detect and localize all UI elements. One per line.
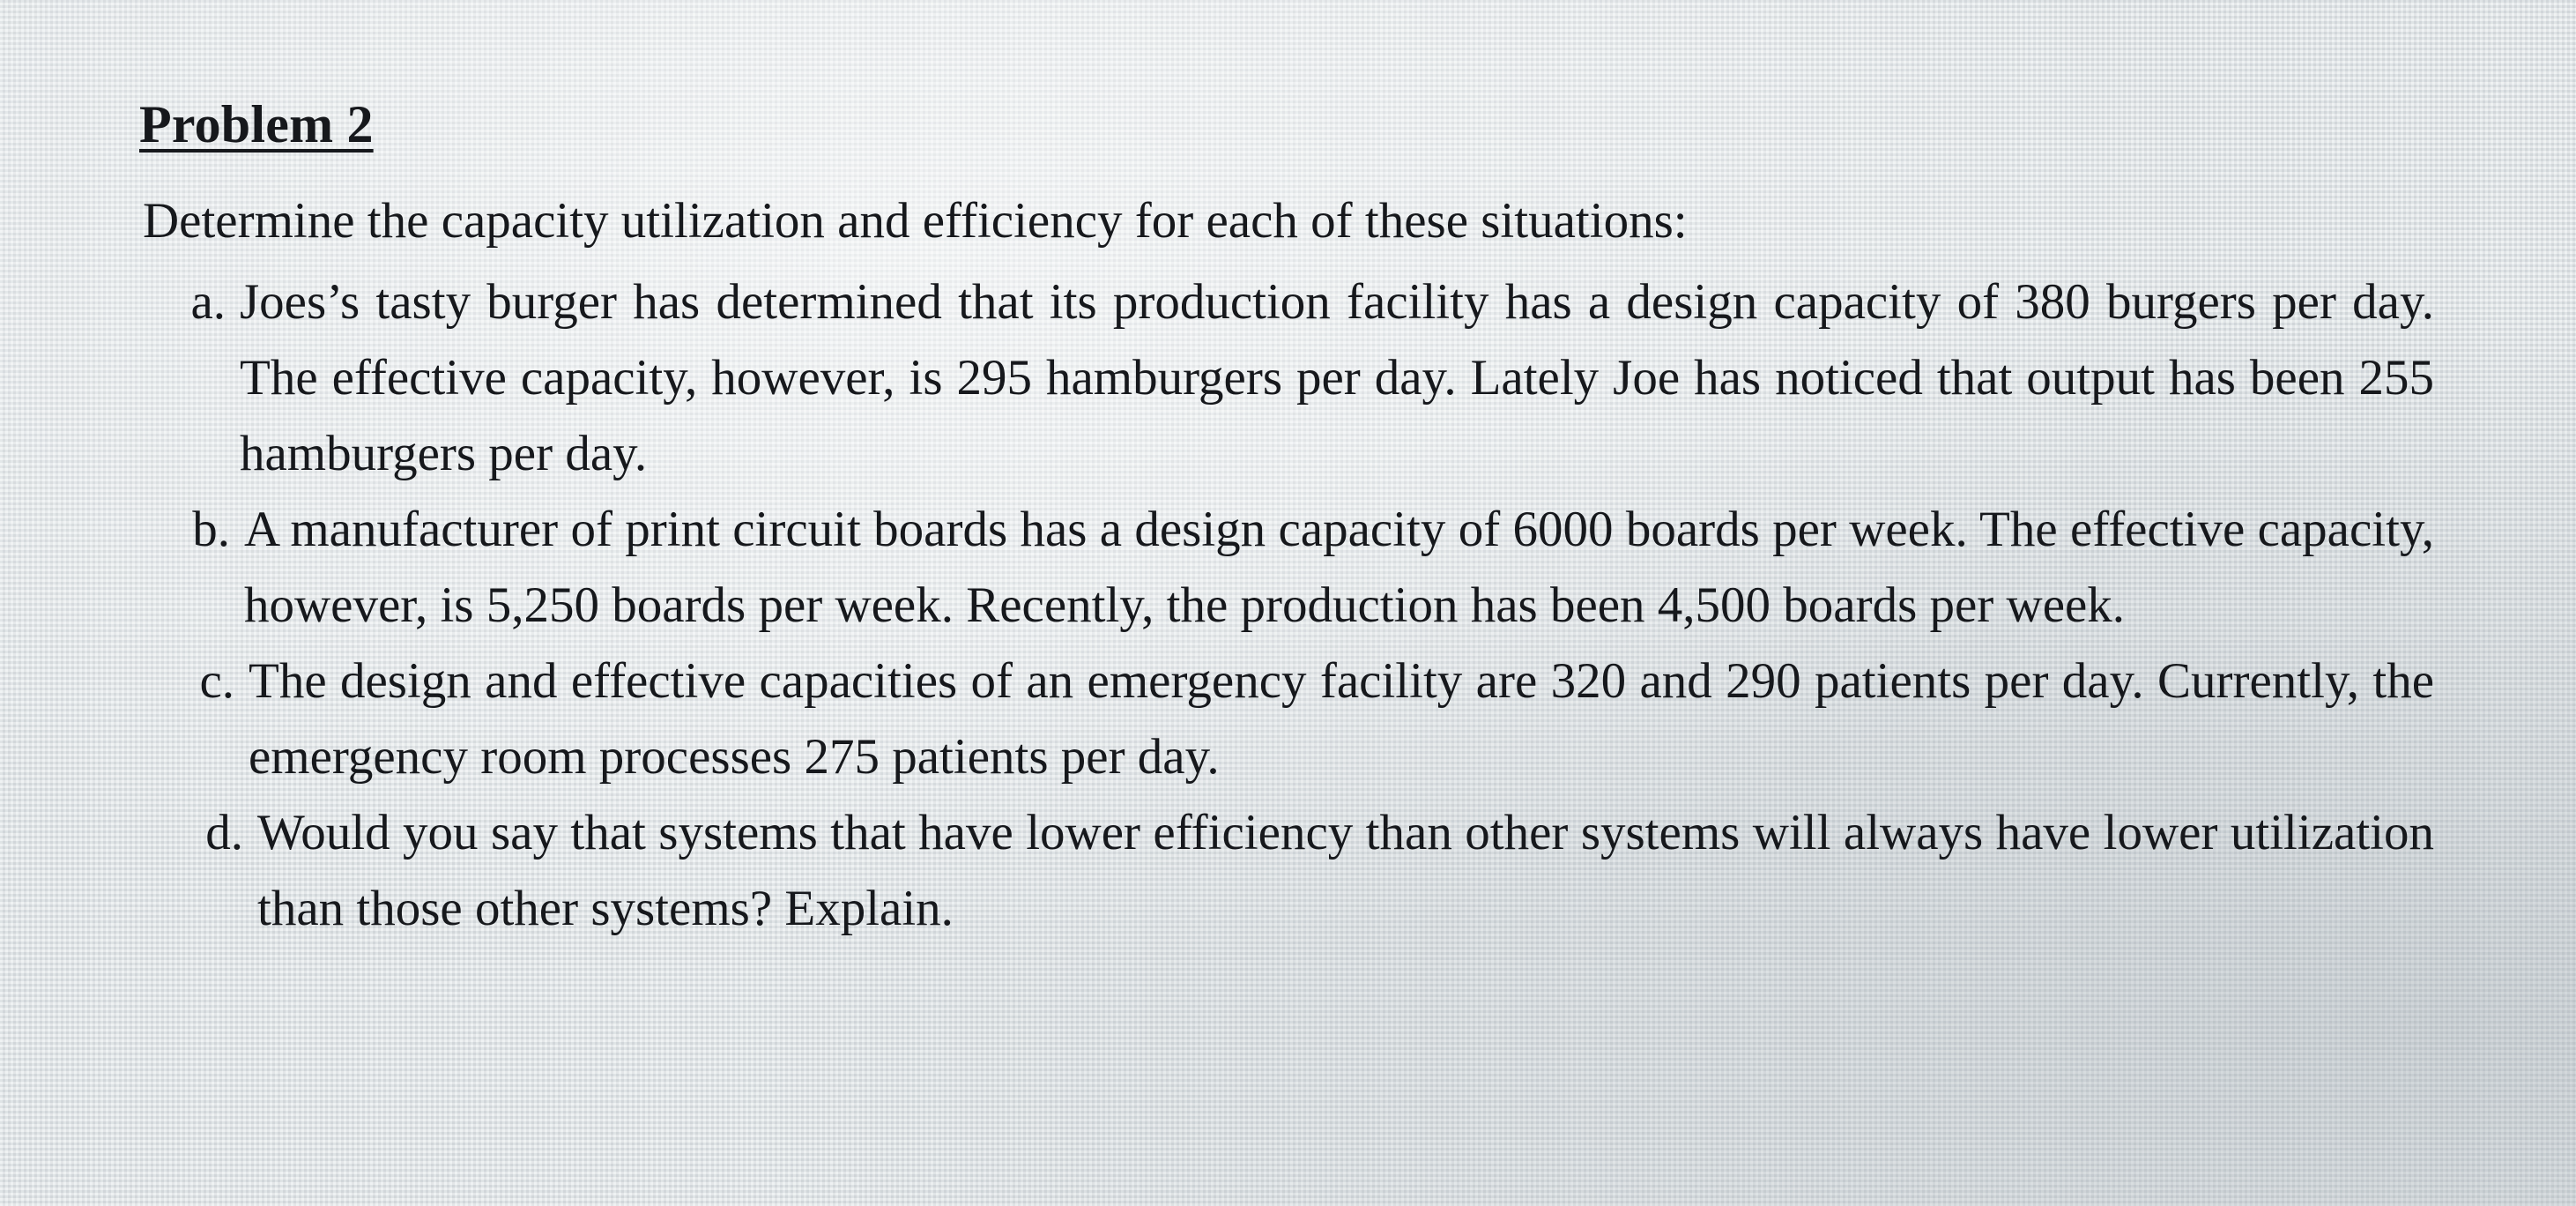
item-text: The design and effective capacities of an emergency facility are 320 and 290 patients per day. Currently, the emergency room processes 275 patients per day. [249,653,2434,785]
item-marker: d. [205,805,243,860]
list-item [143,492,2434,644]
problem-title: Problem 2 [139,95,374,153]
problem-intro: Determine the capacity utilization and efficiency for each of these situations: [143,193,1688,249]
problem-items-list [143,264,2434,947]
list-item [143,264,2434,492]
item-text: A manufacturer of print circuit boards has a design capacity of 6000 boards per week. The effective capacity, however, is 5,250 boards per week. Recently, the production has been 4,500 boards per week. [244,502,2434,633]
list-item [143,795,2434,947]
item-text: Would you say that systems that have lower efficiency than other systems will always have lower utilization than those other systems? Explain. [257,805,2434,936]
item-marker: b. [192,502,230,557]
item-marker: c. [199,653,234,709]
item-text: Joes’s tasty burger has determined that its production facility has a design capacity of 380 burgers per day. The effective capacity, however, is 295 hamburgers per day. Lately Joe has noticed that output has been 255 hamburgers per day. [240,274,2434,481]
list-item [143,644,2434,795]
item-marker: a. [190,274,226,330]
